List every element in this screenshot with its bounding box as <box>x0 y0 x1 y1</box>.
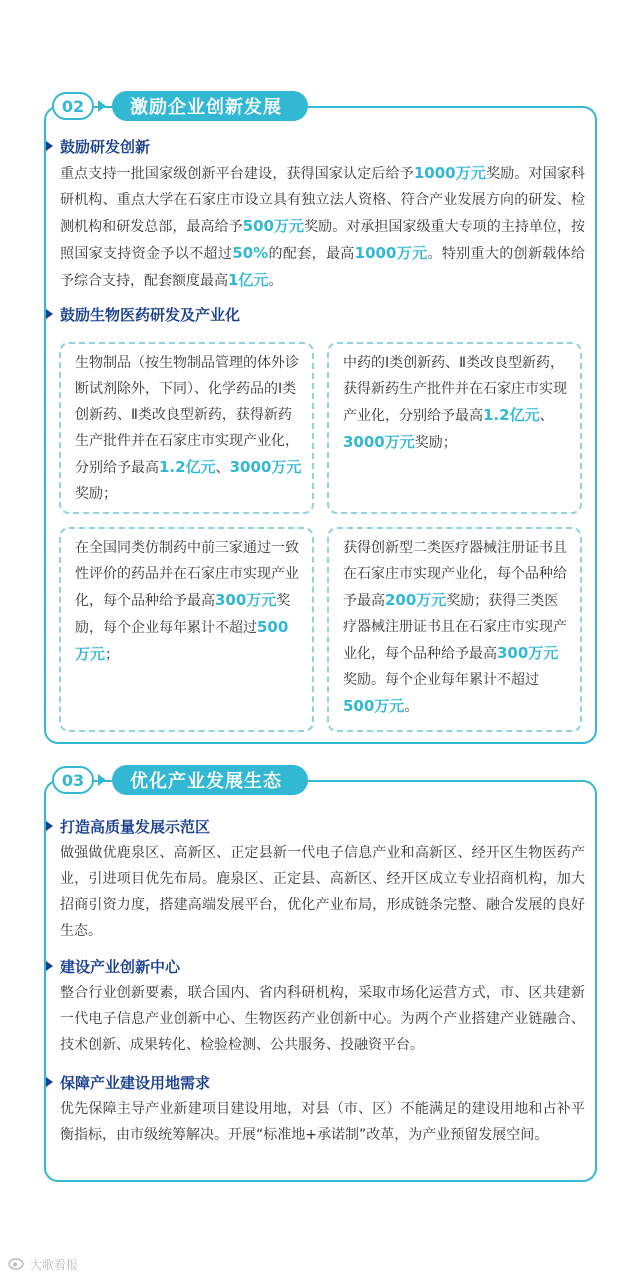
section-number-badge: 03 <box>52 766 94 794</box>
policy-box-biologics: 生物制品（按生物制品管理的体外诊断试剂除外，下同）、化学药品的Ⅰ类创新药、Ⅱ类改良型新药，获得新药生产批件并在石家庄市实现产业化，分别给予最高1.2亿元、3000万元奖励； <box>59 342 314 514</box>
weibo-logo-icon <box>8 1256 26 1273</box>
arrow-right-icon <box>98 100 106 112</box>
subheading-innovation-center: 建设产业创新中心 <box>60 958 181 976</box>
policy-box-tcm: 中药的Ⅰ类创新药、Ⅱ类改良型新药，获得新药生产批件并在石家庄市实现产业化，分别给予最高1.2亿元、3000万元奖励； <box>327 342 582 514</box>
section-title: 优化产业发展生态 <box>112 765 308 795</box>
subheading-rd-innovation: 鼓励研发创新 <box>60 138 151 156</box>
paragraph-innovation-center: 整合行业创新要素，联合国内、省内科研机构，采取市场化运营方式，市、区共建新一代电子信息产业创新中心、生物医药产业创新中心。为两个产业搭建产业链融合、技术创新、成果转化、检验检测、公共服务、投融资平台。 <box>60 985 585 1053</box>
watermark-text: 大歌看报 <box>30 1258 79 1272</box>
section-02-header <box>52 90 308 122</box>
section-number-badge: 02 <box>52 92 94 120</box>
subheading-demo-zone: 打造高质量发展示范区 <box>60 818 211 836</box>
watermark <box>8 1256 78 1273</box>
policy-box-generics: 在全国同类仿制药中前三家通过一致性评价的药品并在石家庄市实现产业化，每个品种给予最高300万元奖励，每个企业每年累计不超过500万元； <box>59 527 314 732</box>
paragraph-demo-zone: 做强做优鹿泉区、高新区、正定县新一代电子信息产业和高新区、经开区生物医药产业，引进项目优先布局。鹿泉区、正定县、高新区、经开区成立专业招商机构，加大招商引资力度，搭建高端发展平台，优化产业布局，形成链条完整、融合发展的良好生态。 <box>60 845 585 939</box>
subheading-biomedicine: 鼓励生物医药研发及产业化 <box>60 306 241 324</box>
policy-box-medical-devices: 获得创新型二类医疗器械注册证书且在石家庄市实现产业化，每个品种给予最高200万元奖励；获得三类医疗器械注册证书且在石家庄市实现产业化，每个品种给予最高300万元奖励。每个企业每年累计不超过500万元。 <box>327 527 582 732</box>
paragraph-land-use: 优先保障主导产业新建项目建设用地，对县（市、区）不能满足的建设用地和占补平衡指标，由市级统筹解决。开展“标准地+承诺制”改革，为产业预留发展空间。 <box>60 1101 585 1143</box>
arrow-right-icon <box>98 774 106 786</box>
section-03-header <box>52 764 308 796</box>
subheading-land-use: 保障产业建设用地需求 <box>60 1074 211 1092</box>
paragraph-rd-innovation: 重点支持一批国家级创新平台建设，获得国家认定后给予1000万元奖励。对国家科研机构、重点大学在石家庄市设立具有独立法人资格、符合产业发展方向的研发、检测机构和研发总部，最高给予500万元奖励。对承担国家级重大专项的主持单位，按照国家支持资金予以不超过50%的配套，最高1000万元。特别重大的创新载体给予综合支持，配套额度最高1亿元。 <box>60 164 586 289</box>
section-title: 激励企业创新发展 <box>112 91 308 121</box>
